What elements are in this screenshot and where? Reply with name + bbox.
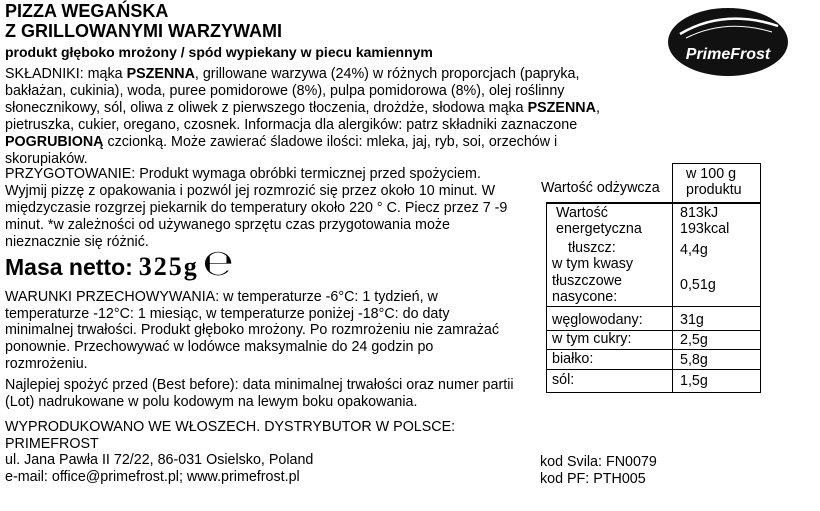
primefrost-logo: [664, 4, 792, 80]
nutrition-header-label: Wartość odżywcza: [541, 180, 660, 196]
ingredients-line: [5, 134, 600, 151]
table-rule: [546, 202, 761, 204]
storage-section: [5, 289, 499, 372]
allergen-highlight: PSZENNA: [126, 66, 195, 82]
ingredients-text: bakłażan, cukinia), woda, puree pomidorowe (8%), pulpa pomidorowa (8%), olej roślinny: [5, 83, 565, 99]
ingredients-line: [5, 117, 600, 134]
producer-address: ul. Jana Pawła II 72/22, 86-031 Osielsko, Poland: [5, 452, 314, 469]
nutrition-label-saturated: nasycone:: [552, 289, 618, 305]
ingredients-section: [5, 66, 600, 168]
preparation-line: nieznacznie się różnić.: [5, 234, 149, 250]
producer-name: PRIMEFROST: [5, 435, 99, 452]
nutrition-label-salt: sól:: [552, 372, 575, 388]
ingredients-text: , grillowane warzywa (24%) w różnych proporcjach (papryka,: [194, 66, 580, 82]
title-line-1: PIZZA WEGAŃSKA: [5, 1, 169, 21]
preparation-section: [5, 166, 507, 251]
code-svila: kod Svila: FN0079: [540, 454, 657, 470]
storage-line: ponownie. Przechowywać w lodówce maksymalnie do 24 godzin po: [5, 339, 434, 356]
ingredients-text: czcionką. Może zawierać śladowe ilości: mleka, jaj, ryb, soi, orzechów i: [103, 134, 558, 150]
nutrition-value-salt: 1,5g: [680, 373, 708, 389]
title-line-2: Z GRILLOWANYMI WARZYWAMI: [5, 21, 282, 41]
ingredients-text: skorupiaków.: [5, 151, 88, 167]
net-weight: [5, 243, 234, 284]
ingredients-line: [5, 83, 600, 100]
nutrition-label-energy: energetyczna: [556, 221, 642, 237]
nutrition-label-carbohydrates: węglowodany:: [552, 312, 643, 328]
nutrition-value-energy-kcal: 193kcal: [680, 221, 730, 237]
nutrition-label-saturated: w tym kwasy: [552, 256, 634, 272]
nutrition-value-energy-kj: 813kJ: [680, 205, 719, 221]
net-weight-label: Masa netto:: [5, 254, 133, 280]
table-rule: [546, 349, 761, 350]
ingredients-line: [5, 100, 600, 117]
net-weight-value: 325g: [138, 252, 199, 281]
table-rule: [672, 163, 761, 164]
product-codes: [540, 454, 657, 488]
nutrition-label-protein: białko:: [552, 351, 594, 367]
allergen-highlight: POGRUBIONĄ: [5, 134, 104, 150]
nutrition-value-saturated: 0,51g: [680, 277, 716, 293]
nutrition-header-value: produktu: [686, 182, 742, 198]
producer-section: [5, 419, 455, 486]
table-rule: [760, 163, 761, 393]
storage-line: temperaturze -12°C: 1 miesiąc, w temperaturze poniżej -18°C: do daty: [5, 305, 450, 322]
nutrition-label-sugars: w tym cukry:: [552, 331, 632, 347]
nutrition-header-value: w 100 g: [686, 166, 737, 182]
ingredients-text: SKŁADNIKI: mąka: [5, 66, 127, 82]
storage-line: rozmrożeniu.: [5, 355, 88, 372]
storage-line: minimalnej trwałości. Produkt głęboko mrożony. Po rozmrożeniu nie zamrażać: [5, 322, 499, 339]
allergen-highlight: PSZENNA: [527, 100, 596, 116]
nutrition-value-sugars: 2,5g: [680, 332, 708, 348]
table-rule: [546, 306, 761, 307]
code-pf: kod PF: PTH005: [540, 471, 646, 487]
best-before-line: Najlepiej spożyć przed (Best before): data minimalnej trwałości oraz numer partii: [5, 377, 514, 393]
preparation-line: Wyjmij pizzę z opakowania i pozwól jej rozmrozić się przez około 10 minut. W: [5, 183, 496, 199]
preparation-line: PRZYGOTOWANIE: Produkt wymaga obróbki termicznej przed spożyciem.: [5, 166, 481, 182]
table-rule: [546, 202, 547, 393]
table-rule: [672, 163, 673, 393]
logo-text: PrimeFrost: [685, 46, 771, 63]
table-rule: [546, 392, 761, 393]
best-before-section: [5, 377, 514, 410]
nutrition-label-energy: Wartość: [556, 205, 608, 221]
best-before-line: (Lot) nadrukowane w polu kodowym na lewym boku opakowania.: [5, 393, 418, 410]
product-subtitle: produkt głęboko mrożony / spód wypiekany w piecu kamiennym: [5, 44, 433, 60]
ingredients-text: pietruszka, cukier, oregano, czosnek. Informacja dla alergików: patrz składniki zaznaczone: [5, 117, 578, 133]
ingredients-text: ,: [595, 100, 600, 116]
estimated-sign: ℮: [202, 243, 234, 284]
preparation-line: minut. *w zależności od używanego sprzętu czas przygotowania może: [5, 217, 451, 233]
producer-line: WYPRODUKOWANO WE WŁOSZECH. DYSTRYBUTOR W POLSCE:: [5, 419, 456, 435]
product-title: [5, 1, 282, 41]
table-rule: [546, 369, 761, 370]
ingredients-line: [5, 66, 600, 83]
nutrition-value-carbohydrates: 31g: [680, 312, 704, 328]
preparation-line: międzyczasie rozgrzej piekarnik do temperatury około 220 ° C. Piecz przez 7 -9: [5, 200, 508, 216]
storage-line: WARUNKI PRZECHOWYWANIA: w temperaturze -6°C: 1 tydzień, w: [5, 289, 438, 305]
nutrition-label-fat: tłuszcz:: [568, 240, 616, 256]
nutrition-value-protein: 5,8g: [680, 352, 708, 368]
ingredients-text: słonecznikowy, sól, oliwa z oliwek z pierwszego tłoczenia, drożdże, słodowa mąka: [5, 100, 528, 116]
nutrition-value-fat: 4,4g: [680, 242, 708, 258]
nutrition-label-saturated: tłuszczowe: [552, 273, 622, 289]
producer-contact: e-mail: office@primefrost.pl; www.primefrost.pl: [5, 469, 300, 486]
